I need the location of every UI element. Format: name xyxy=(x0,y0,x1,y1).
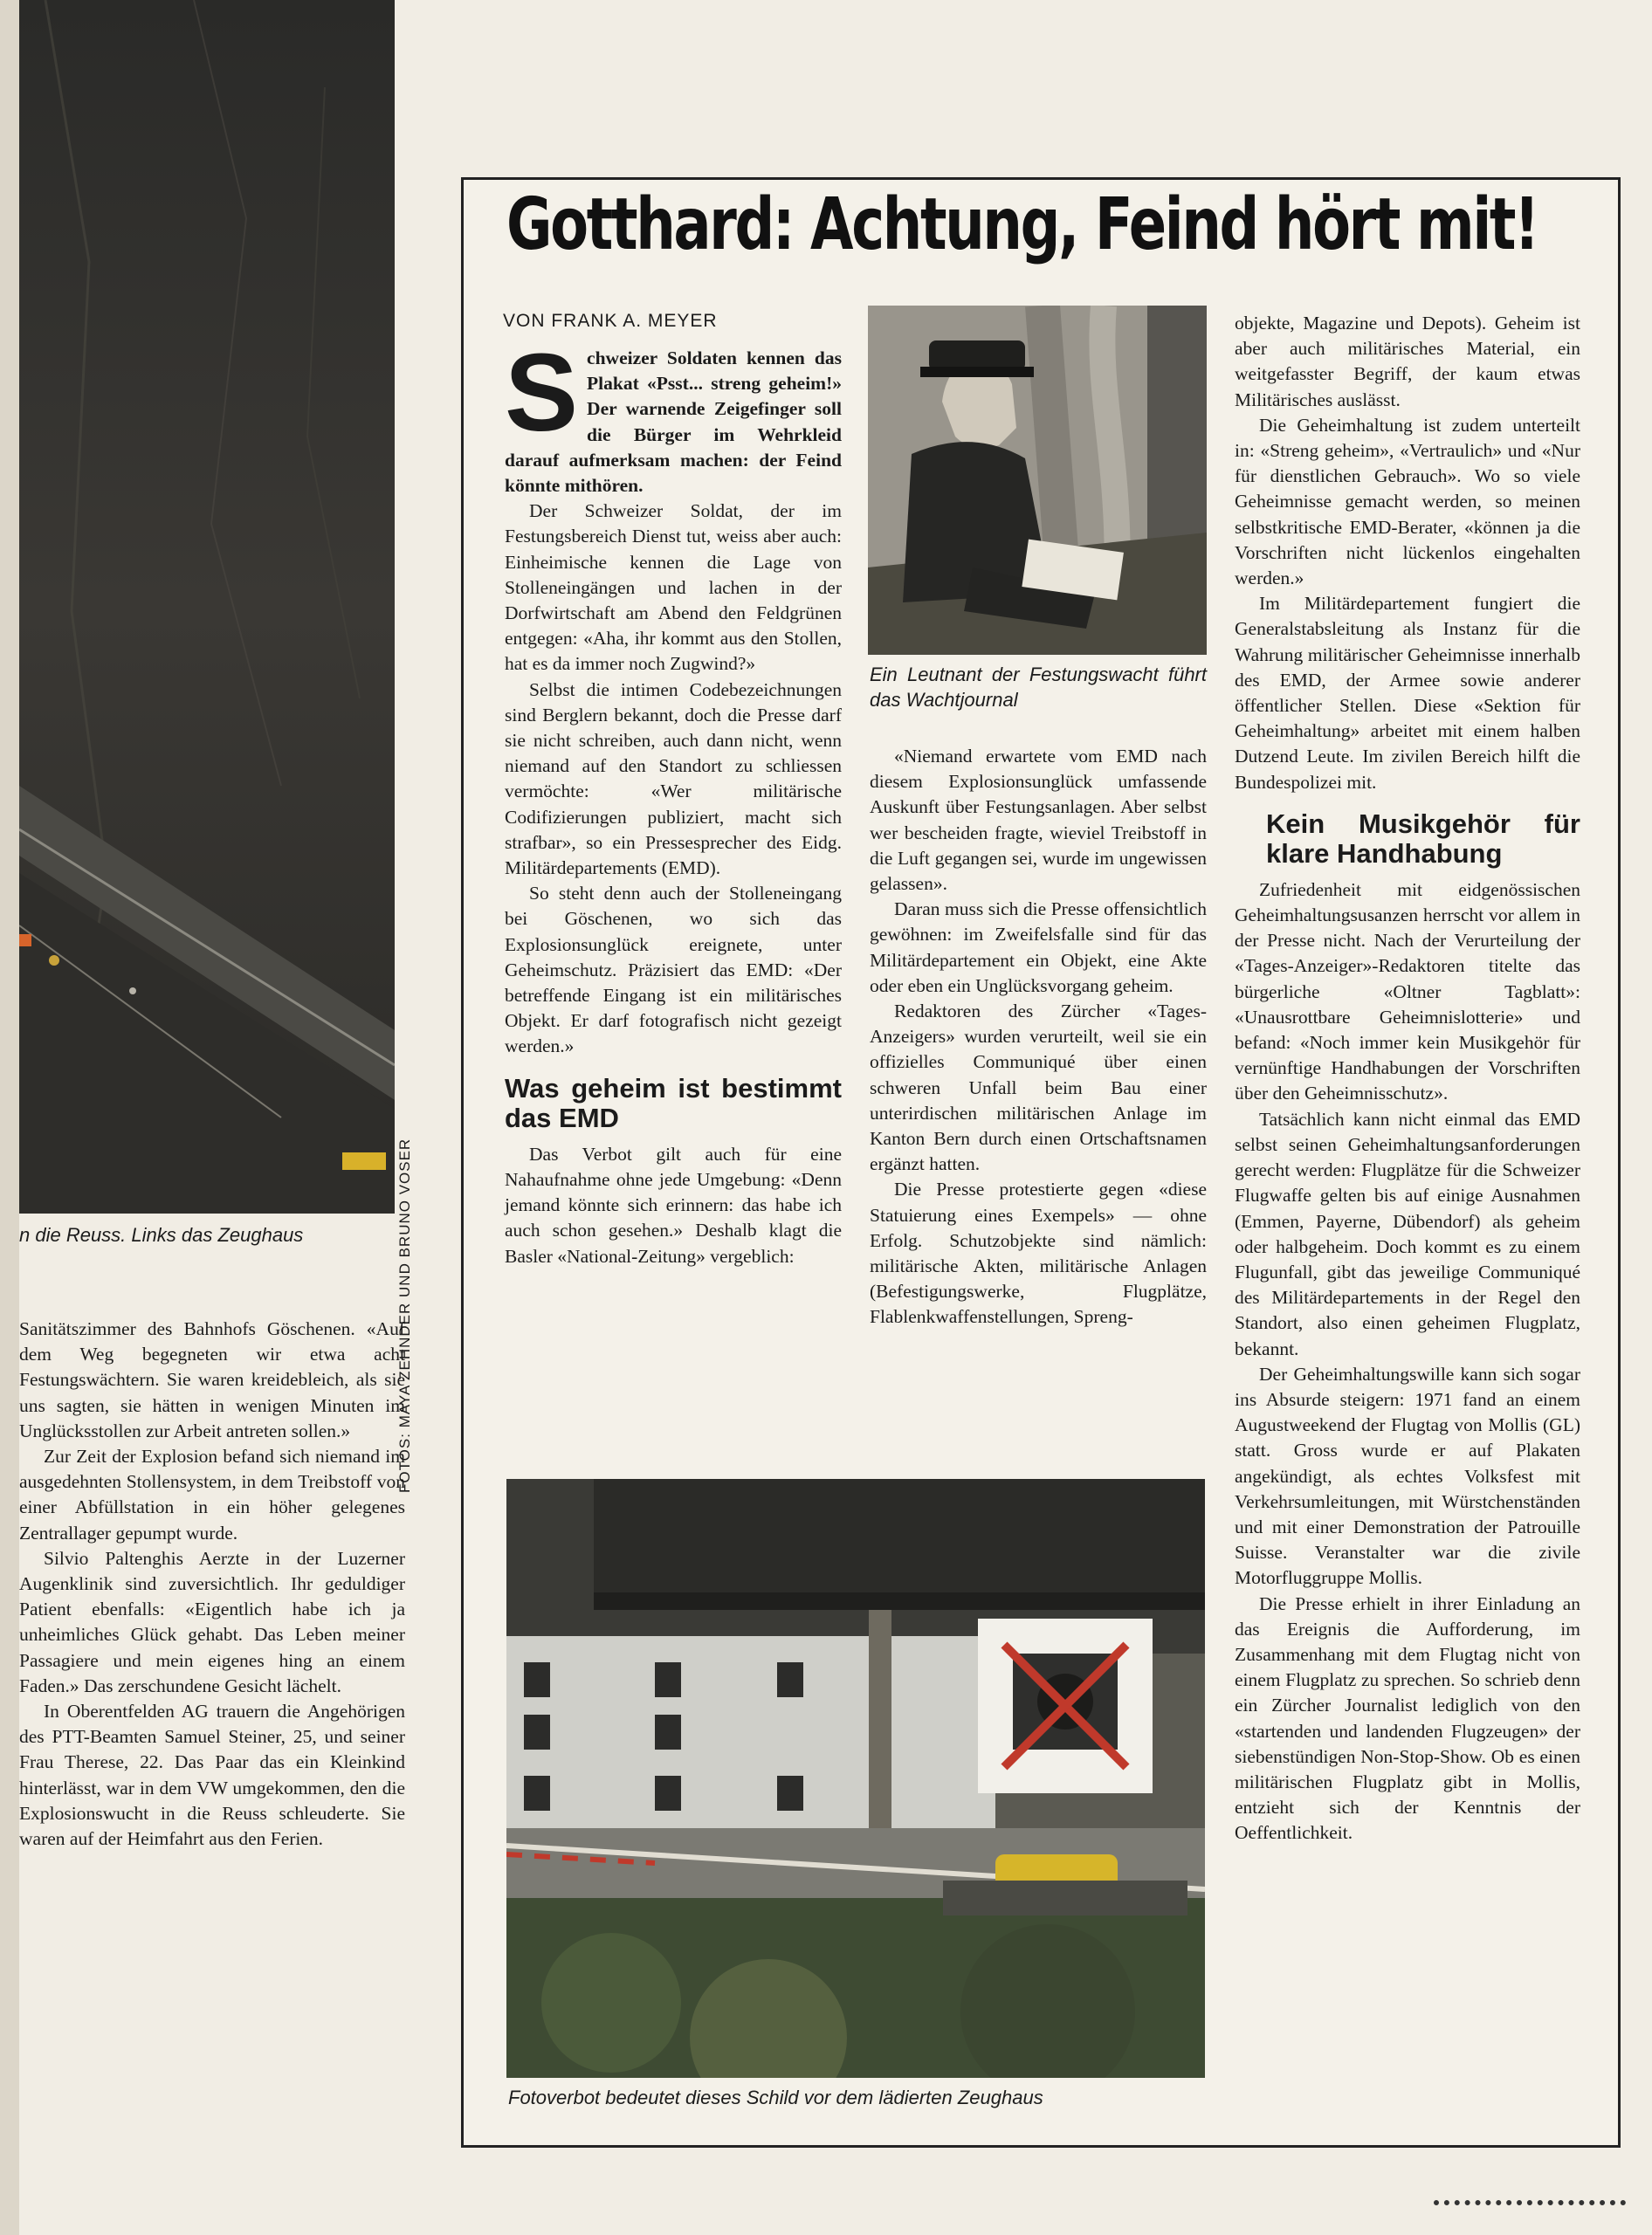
col1b-paragraph-1: Das Verbot gilt auch für eine Nahaufnahme ohne jede Umgebung: «Denn jemand könnte sich erinnern: das habe ich auch schon gesehen.» Deshalb klagt die Basler «National-Zeitung» vergeblich: xyxy=(505,1143,842,1267)
left-paragraph-2: Zur Zeit der Explosion befand sich niemand im ausgedehnten Stollensystem, in dem Treibstoff von einer Abfüllstation in ein höher gelegenes Zentrallager gepumpt wurde. xyxy=(19,1446,405,1544)
left-photo-caption: n die Reuss. Links das Zeughaus xyxy=(19,1224,304,1246)
left-photo xyxy=(19,0,395,1214)
left-column xyxy=(19,1317,405,1852)
col3b-paragraph-3: Der Geheimhaltungswille kann sich sogar ins Absurde steigern: 1971 fand an einem Augustweekend der Flugtag von Mollis (GL) statt. Gross wurde er auf Plakaten angekündigt, als echtes Volksfest mit Verkehrsumleitungen, mit Würstchenständen und mit einer Demonstration der Patrouille Suisse. Veranstalter war die zivile Motorfluggruppe Mollis. xyxy=(1235,1363,1580,1589)
left-paragraph-3: Silvio Paltenghis Aerzte in der Luzerner Augenklinik sind zuversichtlich. Ihr geduldiger Patient ebenfalls: «Eigentlich habe ich ja unheimliches Glück gehabt. Das Leben meiner Passagiere und mein eigenes hing an einem Faden.» Das zerschundene Gesicht lächelt. xyxy=(19,1547,405,1696)
page-gutter xyxy=(0,0,19,2235)
photo-fotoverbot xyxy=(506,1479,1205,2078)
photo-leutnant-caption: Ein Leutnant der Festungswacht führt das Wachtjournal xyxy=(870,664,1207,711)
photo-fotoverbot-caption: Fotoverbot bedeutet dieses Schild vor dem lädierten Zeughaus xyxy=(508,2087,1043,2108)
col2-paragraph-3: Redaktoren des Zürcher «Tages-Anzeigers» wurden verurteilt, weil sie ein offizielles Communiqué über einen schweren Unfall beim Bau einer unterirdischen militärischen Anlage im Kanton Bern durch einen Ortschaftsnamen ergänzt hatten. xyxy=(870,1001,1207,1175)
col3b-paragraph-1: Zufriedenheit mit eidgenössischen Geheimhaltungsusanzen herrscht vor allem in der Presse nicht. Nach der Verurteilung der «Tages-Anzeiger»-Redaktoren titelte das bürgerliche «Oltner Tagblatt»: «Unausrottbare Geheimnislotterie» und befand: «Noch immer kein Musikgehör für vernünftige Handhabungen der Vorschriften über den Geheimnisschutz». xyxy=(1235,878,1580,1104)
left-photo-image xyxy=(19,0,395,1214)
col1-paragraph-3: So steht denn auch der Stolleneingang bei Göschenen, wo sich das Explosionsunglück ereignete, unter Geheimschutz. Präzisiert das EMD: «Der betreffende Eingang ist ein militärisches Objekt. Er darf fotografisch nicht gezeigt werden.» xyxy=(505,883,842,1057)
page-footer-mark xyxy=(1434,2200,1626,2214)
col2-paragraph-2: Daran muss sich die Presse offensichtlich gewöhnen: im Zweifelsfalle sind für das Militärdepartement ein Objekt, eine Akte oder eben ein Unglücksvorgang geheim. xyxy=(870,898,1207,996)
fotoverbot-photo-image xyxy=(506,1479,1205,2078)
lead-text: chweizer Soldaten kennen das Plakat «Psst... streng geheim!» Der warnende Zeigefinger soll die Bürger im Wehrkleid darauf aufmerksam machen: der Feind könnte mithören. xyxy=(505,347,842,497)
article-byline: VON FRANK A. MEYER xyxy=(503,311,718,331)
article-lead xyxy=(505,331,842,499)
article-headline: Gotthard: Achtung, Feind hört mit! xyxy=(506,183,1538,266)
article-column-1 xyxy=(505,331,842,1269)
col1-paragraph-2: Selbst die intimen Codebezeichnungen sind Berglern bekannt, doch die Presse darf sie nicht schreiben, auch dann nicht, wenn niemand auf den Standort zu schliessen vermöchte: «Wer militärische Codifizierungen publiziert, macht sich strafbar», so ein Pressesprecher des Eidg. Militärdepartements (EMD). xyxy=(505,678,842,879)
col2-paragraph-1: «Niemand erwartete vom EMD nach diesem Explosionsunglück umfassende Auskunft über Festungsanlagen. Aber selbst wer bescheiden fragte, wieviel Treibstoff in die Luft gegangen sei, wurde im ungewissen gelassen». xyxy=(870,746,1207,895)
photo-credit-text: FOTOS: MAYA ZEHNDER UND BRUNO VOSER xyxy=(396,1138,413,1493)
col3b-paragraph-2: Tatsächlich kann nicht einmal das EMD selbst seinen Geheimhaltungsanforderungen gerecht werden: Flugplätze für die Schweizer Flugwaffe gelten bis auf einige Ausnahmen (Emmen, Payerne, Dübendorf) als geheim oder halbgeheim. Doch kommt es zu einem Flugunfall, gibt das jeweilige Communiqué des Militärdepartements in der Regel den Standort, also einen geheimen Flugplatz, bekannt. xyxy=(1235,1108,1580,1359)
col3-paragraph-2: Die Geheimhaltung ist zudem unterteilt in: «Streng geheim», «Vertraulich» und «Nur für dienstlichen Gebrauch». Wo so viele Geheimnisse gemacht werden, so meinen selbstkritische EMD-Berater, «können ja die Vorschriften nicht lückenlos eingehalten werden.» xyxy=(1235,414,1580,589)
article-column-2 xyxy=(870,744,1207,1331)
leutnant-photo-image xyxy=(868,306,1207,655)
col1-paragraph-1: Der Schweizer Soldat, der im Festungsbereich Dienst tut, weiss aber auch: Einheimische kennen die Lage von Stolleneingängen und lachen in der Dorfwirtschaft am Abend den Feldgrünen entgegen: «Aha, ihr kommt aus den Stollen, hat es da immer noch Zugwind?» xyxy=(505,500,842,675)
col3b-paragraph-4: Die Presse erhielt in ihrer Einladung an das Ereignis die Aufforderung, im Zusammenhang mit dem Flugtag nicht von einem Flugplatz zu sprechen. So schrieb denn ein Zürcher Journalist lediglich von den «startenden und landenden Flugzeugen» der siebenstündigen Non-Stop-Show. Ob es einen militärischen Flugplatz gibt in Mollis, entzieht sich der Kenntnis der Oeffentlichkeit. xyxy=(1235,1592,1580,1844)
photo-leutnant xyxy=(868,306,1207,655)
col3-paragraph-3: Im Militärdepartement fungiert die Generalstabsleitung als Instanz für die Wahrung militärischer Geheimnisse innerhalb des EMD, der Armee sowie anderer öffentlicher Stellen. Diese «Sektion für Geheimhaltung» arbeitet mit einem halben Dutzend Leute. Im zivilen Bereich hilft die Bundespolizei mit. xyxy=(1235,593,1580,793)
col3-paragraph-1: objekte, Magazine und Depots). Geheim ist aber auch militärisches Material, ein weitgefasster Begriff, der kaum etwas Militärisches auslässt. xyxy=(1235,313,1580,410)
left-paragraph-4: In Oberentfelden AG trauern die Angehörigen des PTT-Beamten Samuel Steiner, 25, und seiner Frau Therese, 22. Das Paar das ein Kleinkind hinterlässt, war in dem VW umgekommen, den die Explosionswucht in die Reuss schleuderte. Sie waren auf der Heimfahrt aus den Ferien. xyxy=(19,1701,405,1850)
subhead-was-geheim: Was geheim ist bestimmt das EMD xyxy=(505,1072,842,1133)
left-paragraph-1: Sanitätszimmer des Bahnhofs Göschenen. «Auf dem Weg begegneten wir etwa acht Festungswächtern. Sie waren kreidebleich, als sie uns sagten, sie hätten in wenigen Minuten im Unglücksstollen zur Arbeit antreten sollen.» xyxy=(19,1318,405,1441)
dropcap: S xyxy=(505,331,579,454)
col2-paragraph-4: Die Presse protestierte gegen «diese Statuierung eines Exempels» — ohne Erfolg. Schutzobjekte sind nämlich: militärische Akten, militärische Anlagen (Befestigungswerke, Flugplätze, Flablenkwaffenstellungen, Spreng- xyxy=(870,1179,1207,1328)
article-column-3 xyxy=(1235,311,1580,1846)
subhead-kein-musikgehoer: Kein Musikgehör für klare Handhabung xyxy=(1266,808,1580,869)
